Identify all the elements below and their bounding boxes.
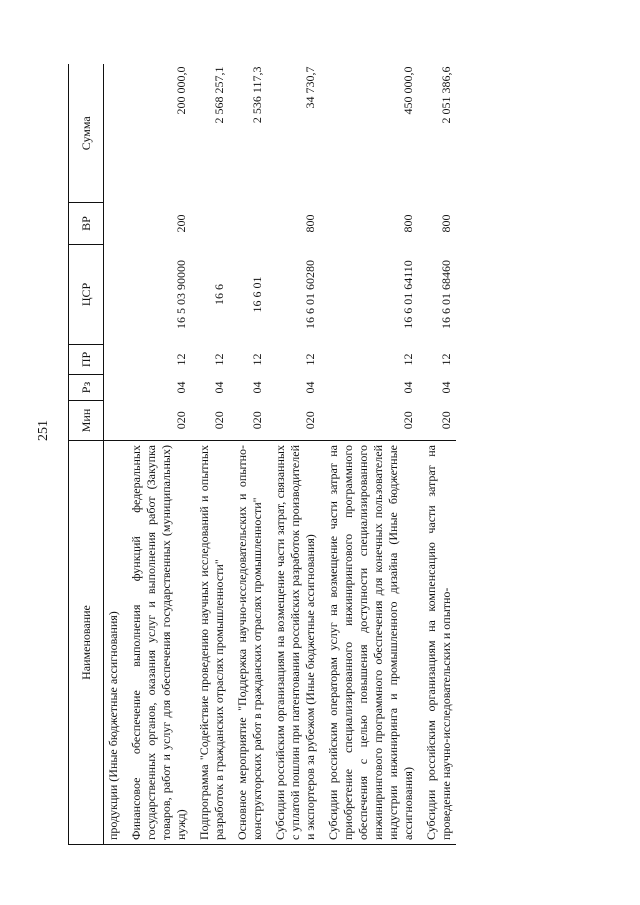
row-amount: 450 000,0 — [401, 66, 415, 115]
row-rz: 04 — [174, 381, 188, 394]
row-csr: 16 6 01 68460 — [439, 260, 453, 329]
header-rz: Рз — [69, 375, 104, 401]
row-csr: 16 5 03 90000 — [174, 260, 188, 329]
header-vr: ВР — [69, 203, 104, 245]
row-amount: 2 568 257,1 — [212, 66, 226, 124]
row-min: 020 — [174, 411, 188, 430]
header-pr: ПР — [69, 345, 104, 375]
table-row — [320, 65, 418, 845]
row-vr: 200 — [174, 214, 188, 233]
table-row — [191, 65, 229, 845]
row-name: продукции (Иные бюджетные ассигнования) — [104, 441, 124, 845]
row-pr: 12 — [401, 353, 415, 366]
row-pr: 12 — [212, 353, 226, 366]
row-rz — [104, 375, 124, 401]
row-min: 020 — [439, 411, 453, 430]
row-name: Финансовое обеспечение выполнения функций федеральных государственных органов, оказания услуг и выполнения работ (Закупка товаров, работ и услуг для обеспечения государственных (муниципальных) нужд) — [123, 441, 191, 845]
table-row — [104, 65, 124, 845]
row-pr: 12 — [174, 353, 188, 366]
row-vr — [191, 203, 229, 245]
row-pr: 12 — [303, 353, 317, 366]
row-vr — [104, 203, 124, 245]
row-pr: 12 — [439, 353, 453, 366]
header-amount: Сумма — [69, 65, 104, 203]
table-row — [418, 65, 456, 845]
row-vr — [229, 203, 267, 245]
row-min: 020 — [303, 411, 317, 430]
row-name: Подпрограмма "Содействие проведению научных исследований и опытных разработок в гражданских отраслях промышленности" — [191, 441, 229, 845]
row-amount — [104, 65, 124, 203]
row-csr: 16 6 — [212, 284, 226, 305]
row-amount: 34 730,7 — [303, 66, 317, 109]
row-min: 020 — [212, 411, 226, 430]
row-rz: 04 — [401, 381, 415, 394]
row-csr — [104, 245, 124, 345]
row-vr: 800 — [401, 214, 415, 233]
row-amount: 2 051 386,6 — [439, 66, 453, 124]
row-amount: 200 000,0 — [174, 66, 188, 115]
header-csr: ЦСР — [69, 245, 104, 345]
header-name: Наименование — [69, 441, 104, 845]
row-rz: 04 — [250, 381, 264, 394]
row-rz: 04 — [439, 381, 453, 394]
table-row — [229, 65, 267, 845]
row-name: Субсидии российским организациям на компенсацию части затрат на проведение научно-исследовательских и опытно- — [418, 441, 456, 845]
row-amount: 2 536 117,3 — [250, 66, 264, 124]
table-header-row — [69, 65, 104, 845]
budget-table — [68, 65, 456, 846]
row-rz: 04 — [303, 381, 317, 394]
table-row — [267, 65, 320, 845]
row-name: Основное мероприятие "Поддержка научно-исследовательских и опытно-конструкторских работ в гражданских отраслях промышленности" — [229, 441, 267, 845]
row-csr: 16 6 01 — [250, 276, 264, 313]
row-csr: 16 6 01 64110 — [401, 260, 415, 329]
row-vr: 800 — [439, 214, 453, 233]
table-row — [123, 65, 191, 845]
page-number: 251 — [36, 420, 51, 441]
row-name: Субсидии российским организациям на возмещение части затрат, связанных с уплатой пошлин при патентовании российских разработок производителей и экспортеров за рубежом (Иные бюджетные ассигнования) — [267, 441, 320, 845]
row-min: 020 — [250, 411, 264, 430]
row-min — [104, 401, 124, 441]
row-pr — [104, 345, 124, 375]
row-csr: 16 6 01 60280 — [303, 260, 317, 329]
row-name: Субсидии российским операторам услуг на возмещение части затрат на приобретение специализированного инжинирингового программного обеспечения с целью повышения доступности специализированного инжинирингового программного обеспечения для конечных пользователей индустрии инжиниринга и промышленного дизайна (Иные бюджетные ассигнования) — [320, 441, 418, 845]
row-pr: 12 — [250, 353, 264, 366]
row-vr: 800 — [303, 214, 317, 233]
header-min: Мин — [69, 401, 104, 441]
budget-table-page — [68, 65, 588, 845]
row-min: 020 — [401, 411, 415, 430]
row-rz: 04 — [212, 381, 226, 394]
